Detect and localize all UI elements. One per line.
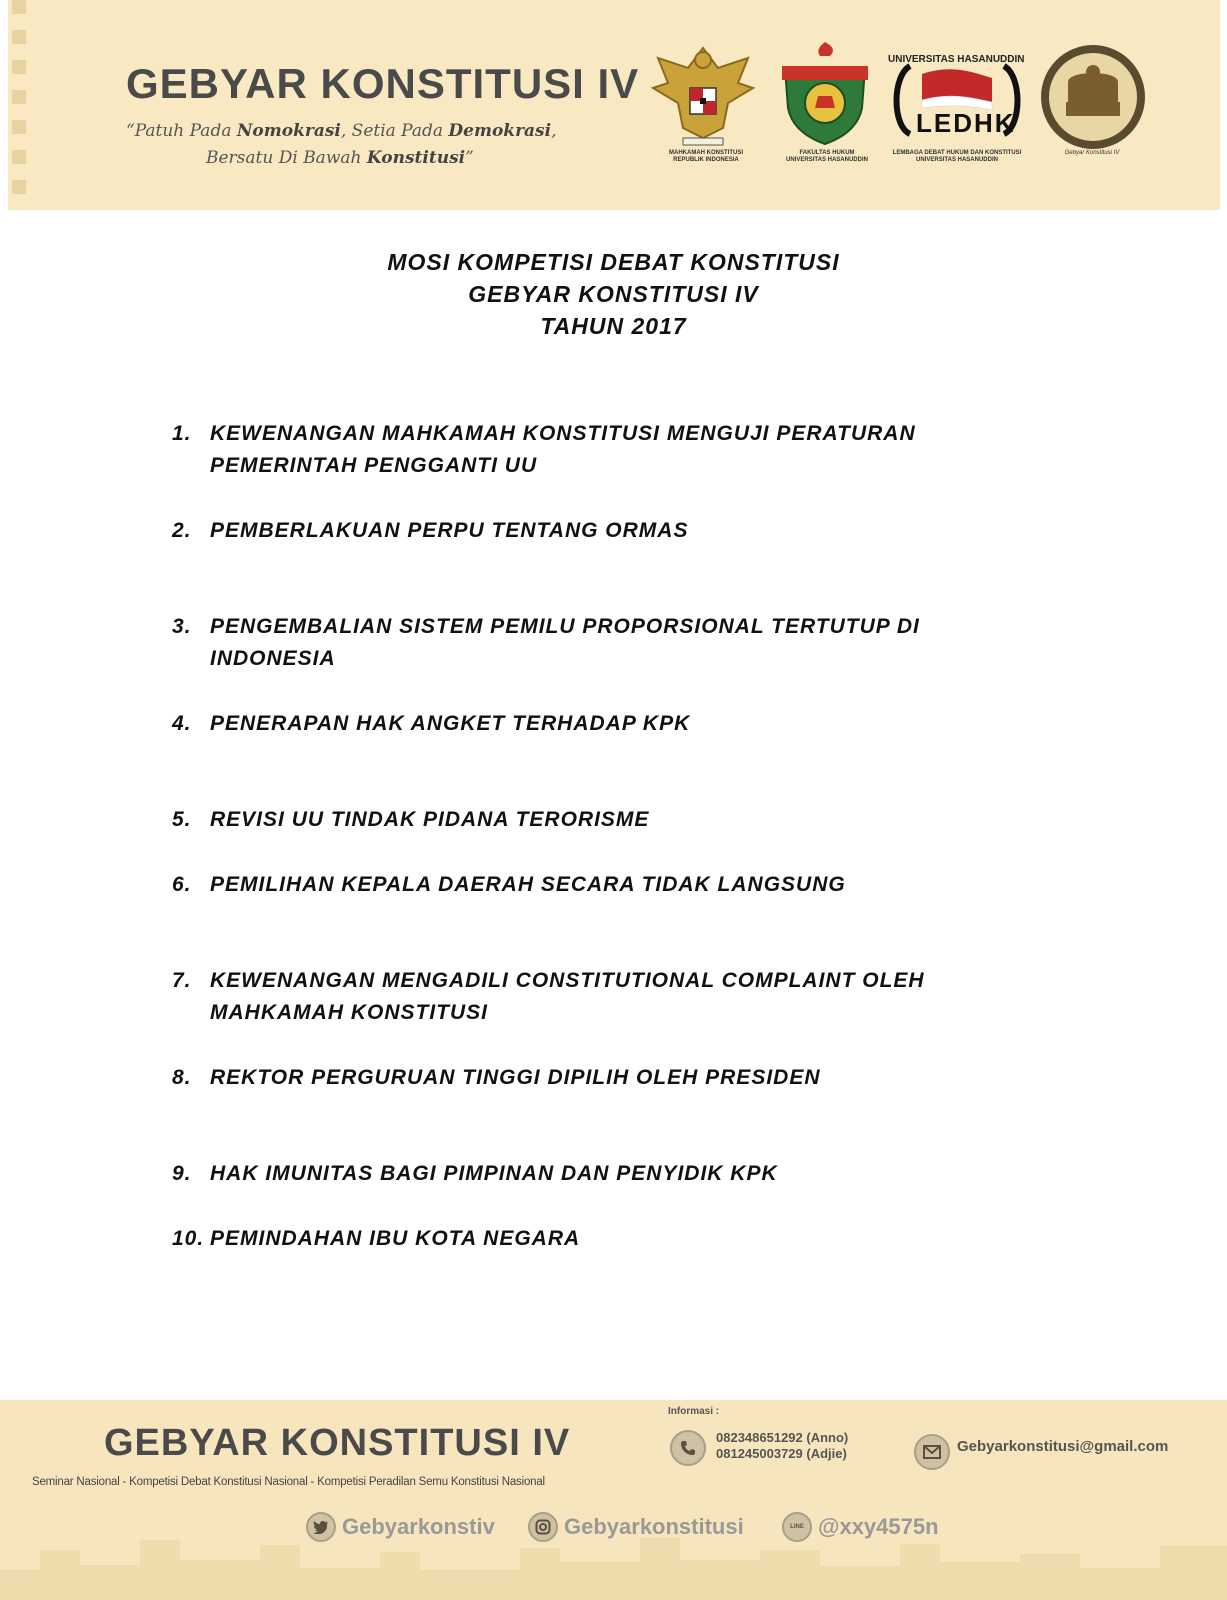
- instagram-handle-text: Gebyarkonstitusi: [564, 1514, 744, 1539]
- gebyar-logo-caption: Gebyar Konstitusi IV: [1064, 150, 1120, 156]
- gebyar-konstitusi-logo: [1038, 42, 1148, 152]
- motion-item: [172, 515, 1052, 547]
- motion-item: [172, 869, 1052, 901]
- phone-icon: [670, 1430, 706, 1466]
- ledhk-inner-text: UNIVERSITAS HASANUDDIN: [888, 54, 1025, 65]
- motion-text: KEWENANGAN MAHKAMAH KONSTITUSI MENGUJI PERATURAN PEMERINTAH PENGGANTI UU: [210, 422, 916, 477]
- motion-number: 6.: [172, 873, 192, 896]
- motion-number: 3.: [172, 615, 192, 638]
- motion-item: [172, 1223, 1052, 1255]
- ledhk-logo-text: LEDHK: [916, 108, 1016, 138]
- info-label: Informasi :: [668, 1406, 720, 1417]
- unhas-logo: [770, 38, 880, 155]
- motion-text: PEMBERLAKUAN PERPU TENTANG ORMAS: [210, 519, 689, 542]
- line-icon: LINE: [782, 1512, 812, 1542]
- motion-number: 7.: [172, 969, 192, 992]
- motion-text: PENGEMBALIAN SISTEM PEMILU PROPORSIONAL TERTUTUP DI INDONESIA: [210, 615, 920, 670]
- motion-number: 1.: [172, 422, 192, 445]
- line-handle: [782, 1512, 939, 1542]
- twitter-handle-text: Gebyarkonstiv: [342, 1514, 495, 1539]
- phone-numbers: [716, 1430, 848, 1462]
- title-line-2: GEBYAR KONSTITUSI IV: [468, 281, 759, 307]
- motion-item: [172, 708, 1052, 740]
- title-line-3: TAHUN 2017: [540, 313, 687, 339]
- motion-text: PENERAPAN HAK ANGKET TERHADAP KPK: [210, 712, 691, 735]
- instagram-handle: [528, 1512, 744, 1542]
- garuda-logo-caption: MAHKAMAH KONSTITUSI REPUBLIK INDONESIA: [669, 150, 743, 163]
- motion-item: [172, 1158, 1052, 1190]
- motion-text: REVISI UU TINDAK PIDANA TERORISME: [210, 808, 650, 831]
- motion-item: [172, 1062, 1052, 1094]
- motion-item: [172, 418, 1052, 482]
- motion-number: 4.: [172, 712, 192, 735]
- motion-text: PEMILIHAN KEPALA DAERAH SECARA TIDAK LANGSUNG: [210, 873, 846, 896]
- header-title: GEBYAR KONSTITUSI IV: [126, 60, 640, 107]
- motion-item: [172, 804, 1052, 836]
- unhas-logo-caption: FAKULTAS HUKUM UNIVERSITAS HASANUDDIN: [786, 150, 868, 163]
- motion-number: 9.: [172, 1162, 192, 1185]
- motion-number: 10.: [172, 1227, 205, 1250]
- garuda-logo: [648, 38, 758, 148]
- motion-text: REKTOR PERGURUAN TINGGI DIPILIH OLEH PRESIDEN: [210, 1066, 821, 1089]
- twitter-handle: [306, 1512, 495, 1542]
- phone-number-adjie: 081245003729 (Adjie): [716, 1446, 847, 1461]
- ledhk-logo: [882, 46, 1032, 146]
- footer-banner: [0, 1400, 1227, 1600]
- motion-number: 8.: [172, 1066, 192, 1089]
- motion-text: HAK IMUNITAS BAGI PIMPINAN DAN PENYIDIK KPK: [210, 1162, 778, 1185]
- motion-item: [172, 611, 1052, 675]
- document-title: [0, 246, 1227, 342]
- line-handle-text: @xxy4575n: [818, 1514, 939, 1539]
- title-line-1: MOSI KOMPETISI DEBAT KONSTITUSI: [387, 249, 840, 275]
- phone-number-anno: 082348651292 (Anno): [716, 1430, 849, 1445]
- motion-number: 5.: [172, 808, 192, 831]
- motion-number: 2.: [172, 519, 192, 542]
- motion-item: [172, 965, 1052, 1029]
- mail-icon: [914, 1434, 950, 1470]
- contact-email: Gebyarkonstitusi@gmail.com: [957, 1438, 1169, 1455]
- motion-text: KEWENANGAN MENGADILI CONSTITUTIONAL COMPLAINT OLEH MAHKAMAH KONSTITUSI: [210, 969, 925, 1024]
- film-strip-decoration: [12, 0, 26, 210]
- instagram-icon: [528, 1512, 558, 1542]
- motion-text: PEMINDAHAN IBU KOTA NEGARA: [210, 1227, 581, 1250]
- header-tagline: “Patuh Pada Nomokrasi, Setia Pada Demokrasi, Bersatu Di Bawah Konstitusi”: [126, 121, 557, 168]
- header-banner: [8, 0, 1220, 210]
- ledhk-logo-caption: LEMBAGA DEBAT HUKUM DAN KONSTITUSI UNIVERSITAS HASANUDDIN: [892, 150, 1022, 163]
- footer-title: GEBYAR KONSTITUSI IV: [104, 1422, 571, 1464]
- footer-subtitle: Seminar Nasional - Kompetisi Debat Konstitusi Nasional - Kompetisi Peradilan Semu Konstitusi Nasional: [32, 1476, 545, 1488]
- twitter-icon: [306, 1512, 336, 1542]
